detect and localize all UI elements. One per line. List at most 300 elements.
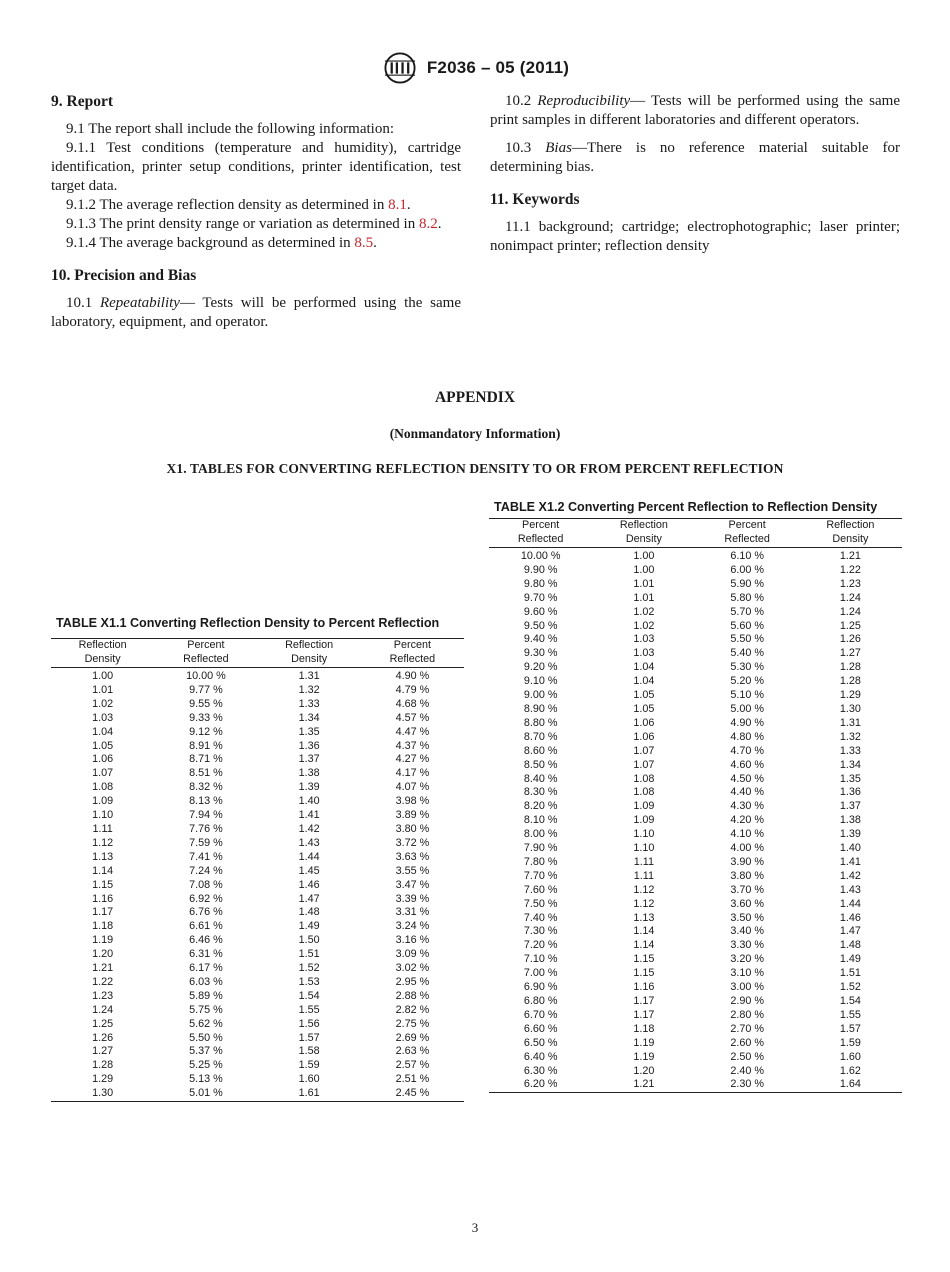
table-row [51,865,464,879]
table-cell: 5.89 % [189,989,223,1002]
table-x1-2-caption: TABLE X1.2 Converting Percent Reflection to Reflection Density [494,500,878,514]
paragraph-11-1: 11.1 background; cartridge; electrophotographic; laser printer; nonimpact printer; reflection density [490,219,900,254]
table-cell: 6.31 % [189,948,223,961]
table-cell: 2.90 % [730,995,764,1007]
table-cell: 1.08 [92,781,114,794]
table-cell: 8.30 % [523,786,558,799]
table-cell: 1.32 [298,683,320,696]
table-cell: 2.82 % [395,1003,430,1016]
table-row [51,795,464,809]
table-row [51,1073,464,1087]
paragraph-9-1: 9.1 The report shall include the following information: [66,121,394,137]
paragraph-10-2: 10.2 Reproducibility— Tests will be performed using the same print samples in different laboratories and different operators. [490,93,901,128]
table-cell: 2.30 % [730,1078,764,1091]
table-row [51,753,464,767]
table-cell: 1.56 [298,1017,320,1030]
table-cell: 8.00 % [523,828,558,841]
table-row [489,592,902,606]
column-header: Reflection Density [258,639,361,668]
table-cell: 1.25 [839,619,861,632]
table-cell: 4.00 % [730,842,764,855]
table-cell: 6.30 % [523,1064,558,1077]
table-row [489,773,902,787]
table-cell: 1.08 [633,772,655,785]
table-row [489,814,902,828]
table-cell: 2.60 % [730,1036,764,1049]
table-x1-1-caption: TABLE X1.1 Converting Reflection Density to Percent Reflection [56,616,440,630]
table-cell: 5.80 % [730,591,764,604]
table-cell: 1.26 [839,633,861,646]
table-cell: 2.95 % [395,975,430,988]
table-cell: 1.40 [839,842,861,855]
table-cell: 9.77 % [189,683,223,696]
table-cell: 5.30 % [730,661,764,674]
table-cell: 1.33 [298,697,320,710]
table-cell: 4.30 % [730,800,764,813]
table-cell: 1.42 [839,869,861,882]
table-row [489,953,902,967]
table-cell: 1.19 [633,1050,655,1063]
table-cell: 1.49 [839,953,861,966]
table-cell: 3.72 % [395,836,430,849]
table-cell: 1.28 [839,675,861,688]
table-cell: 1.10 [633,842,655,855]
paragraph-9-1-2: 9.1.2 The average reflection density as determined in 8.1. [66,197,411,213]
table-cell: 1.38 [298,767,320,780]
table-cell: 7.20 % [523,939,558,952]
table-row [51,976,464,990]
table-cell: 1.59 [298,1059,320,1072]
table-cell: 4.27 % [395,753,430,766]
table-row [51,712,464,726]
document-designation: F2036 – 05 (2011) [426,58,570,77]
table-cell: 7.94 % [189,809,223,822]
table-cell: 8.50 % [523,758,558,771]
table-row [489,1037,902,1051]
table-cell: 4.07 % [395,781,430,794]
table-cell: 7.76 % [189,822,223,835]
table-row [51,1004,464,1018]
table-cell: 1.14 [633,939,655,952]
table-cell: 1.10 [92,809,114,822]
table-cell: 1.04 [633,661,655,674]
table-cell: 1.34 [298,711,320,724]
table-cell: 1.60 [839,1050,861,1063]
table-cell: 3.16 % [395,934,430,947]
table-x1-2 [489,518,902,1093]
table-row [489,912,902,926]
table-cell: 9.50 % [523,619,558,632]
table-cell: 1.54 [298,989,320,1002]
table-cell: 1.27 [839,647,861,660]
table-cell: 1.26 [92,1031,114,1044]
table-cell: 7.59 % [189,836,223,849]
section-heading-keywords: 11. Keywords [490,191,580,208]
table-cell: 9.40 % [523,633,558,646]
table-cell: 1.42 [298,822,320,835]
table-cell: 5.37 % [189,1045,223,1058]
table-cell: 7.90 % [523,842,558,855]
table-cell: 9.30 % [523,647,558,660]
table-cell: 3.60 % [730,897,764,910]
column-header: Percent Reflected [489,519,592,548]
table-cell: 7.50 % [523,897,558,910]
table-cell: 1.24 [839,591,861,604]
table-cell: 4.57 % [395,711,430,724]
table-cell: 2.50 % [730,1050,764,1063]
table-cell: 10.00 % [186,670,226,682]
table-row [489,828,902,842]
table-row [489,856,902,870]
table-cell: 1.00 [633,563,655,576]
table-cell: 1.02 [92,697,114,710]
table-cell: 1.09 [633,814,655,827]
table-cell: 6.40 % [523,1050,558,1063]
table-cell: 3.40 % [730,925,764,938]
table-cell: 1.35 [839,772,861,785]
table-cell: 4.60 % [730,758,764,771]
table-cell: 3.30 % [730,939,764,952]
table-cell: 1.06 [633,730,655,743]
table-cell: 2.57 % [395,1059,430,1072]
table-cell: 1.14 [92,864,114,877]
table-cell: 1.22 [92,975,114,988]
table-cell: 1.29 [92,1073,114,1086]
paragraph-10-3: 10.3 Bias—There is no reference material suitable for determining bias. [490,140,900,175]
table-cell: 5.13 % [189,1073,223,1086]
right-column [490,92,900,256]
section-heading-report: 9. Report [51,93,113,110]
table-cell: 1.43 [298,836,320,849]
table-cell: 1.37 [839,800,861,813]
table-cell: 5.75 % [189,1003,223,1016]
table-row [489,1078,902,1092]
table-cell: 1.13 [633,911,655,924]
table-cell: 1.03 [92,711,114,724]
table-cell: 4.90 % [730,716,764,729]
table-cell: 1.23 [92,989,114,1002]
column-header: Reflection Density [799,519,902,548]
table-cell: 6.61 % [189,920,223,933]
paragraph-9-1-3: 9.1.3 The print density range or variation as determined in 8.2. [66,216,442,232]
table-cell: 1.30 [839,702,861,715]
table-cell: 1.16 [633,981,655,994]
table-cell: 4.90 % [395,670,430,682]
table-cell: 7.00 % [523,967,558,980]
table-cell: 7.10 % [523,953,558,966]
table-row [51,948,464,962]
table-cell: 8.51 % [189,767,223,780]
page-header [0,52,950,84]
table-cell: 1.36 [839,786,861,799]
table-row [489,939,902,953]
table-cell: 1.57 [298,1031,320,1044]
table-cell: 2.63 % [395,1045,430,1058]
table-row [51,1032,464,1046]
table-row [51,1087,464,1101]
table-cell: 6.00 % [730,563,764,576]
table-cell: 1.21 [92,962,114,975]
table-cell: 1.01 [633,577,655,590]
table-cell: 1.34 [839,758,861,771]
table-cell: 9.80 % [523,577,558,590]
table-cell: 1.47 [839,925,861,938]
table-row [51,1059,464,1073]
table-cell: 1.41 [839,855,861,868]
table-cell: 7.30 % [523,925,558,938]
table-row [489,870,902,884]
table-row [51,934,464,948]
table-cell: 2.69 % [395,1031,430,1044]
table-cell: 1.39 [298,781,320,794]
table-cell: 8.60 % [523,744,558,757]
table-cell: 8.40 % [523,772,558,785]
table-cell: 1.19 [633,1036,655,1049]
table-cell: 1.12 [633,883,655,896]
table-cell: 5.50 % [189,1031,223,1044]
table-cell: 1.39 [839,828,861,841]
table-row [51,837,464,851]
table-cell: 1.05 [92,739,114,752]
table-cell: 1.07 [92,767,114,780]
table-cell: 3.47 % [395,878,430,891]
table-cell: 1.18 [633,1022,655,1035]
table-cell: 1.15 [92,878,114,891]
table-cell: 9.55 % [189,697,223,710]
table-cell: 7.24 % [189,864,223,877]
table-cell: 6.03 % [189,975,223,988]
table-cell: 8.32 % [189,781,223,794]
table-row [51,684,464,698]
table-row [51,668,464,684]
table-cell: 5.25 % [189,1059,223,1072]
table-cell: 5.60 % [730,619,764,632]
table-cell: 3.00 % [730,981,764,994]
appendix-subtitle: (Nonmandatory Information) [389,426,561,441]
table-cell: 1.03 [633,633,655,646]
table-row [51,851,464,865]
reference-link[interactable]: 8.5 [354,235,374,251]
table-row [489,995,902,1009]
table-cell: 1.32 [839,730,861,743]
table-cell: 1.54 [839,995,861,1007]
table-cell: 1.15 [633,953,655,966]
paragraph-10-1: 10.1 Repeatability— Tests will be performed using the same laboratory, equipment, and operator. [51,295,461,330]
table-cell: 9.60 % [523,605,558,618]
table-row [489,1051,902,1065]
table-cell: 1.38 [839,814,861,827]
table-cell: 1.37 [298,753,320,766]
reference-link[interactable]: 8.1 [388,197,407,213]
column-header: Percent Reflected [154,639,257,668]
column-header: Reflection Density [592,519,695,548]
table-cell: 2.80 % [730,1008,764,1021]
table-cell: 1.55 [839,1008,861,1021]
table-cell: 1.50 [298,934,320,947]
table-cell: 1.07 [633,744,655,757]
table-cell: 1.52 [839,981,861,994]
table-cell: 1.12 [92,836,114,849]
table-row [489,578,902,592]
table-cell: 1.48 [839,939,861,952]
table-cell: 1.07 [633,758,655,771]
table-row [489,661,902,675]
table-cell: 9.90 % [523,563,558,576]
table-cell: 1.20 [633,1064,655,1077]
table-row [489,1065,902,1079]
table-cell: 7.80 % [523,855,558,868]
table-cell: 1.03 [633,647,655,660]
table-cell: 1.11 [92,822,113,835]
table-cell: 7.41 % [189,850,223,863]
table-cell: 4.70 % [730,744,764,757]
table-row [489,564,902,578]
appendix-title: APPENDIX [434,389,516,406]
table-cell: 1.24 [839,605,861,618]
table-cell: 1.06 [633,716,655,729]
table-cell: 1.47 [298,892,320,905]
table-cell: 3.39 % [395,892,430,905]
table-cell: 7.70 % [523,869,558,882]
page-number: 3 [471,1220,479,1235]
table-cell: 5.50 % [730,633,764,646]
table-cell: 5.01 % [189,1087,223,1100]
table-cell: 8.10 % [523,814,558,827]
table-cell: 1.23 [839,577,861,590]
table-cell: 3.80 % [730,869,764,882]
table-cell: 1.40 [298,795,320,808]
table-cell: 5.70 % [730,605,764,618]
table-cell: 2.75 % [395,1017,430,1030]
table-cell: 1.11 [633,869,654,882]
table-cell: 1.46 [298,878,320,891]
table-row [489,1023,902,1037]
table-cell: 2.45 % [395,1087,430,1100]
reference-link[interactable]: 8.2 [418,216,438,232]
table-cell: 1.44 [839,897,861,910]
table-row [489,800,902,814]
table-row [51,767,464,781]
table-cell: 5.40 % [730,647,764,660]
table-cell: 7.40 % [523,911,558,924]
table-row [51,990,464,1004]
table-cell: 6.76 % [189,906,223,919]
table-cell: 3.10 % [730,967,764,980]
table-cell: 5.20 % [730,675,764,688]
table-cell: 3.55 % [395,864,430,877]
table-cell: 1.10 [633,828,655,841]
table-cell: 3.24 % [395,920,430,933]
table-cell: 6.46 % [189,934,223,947]
column-header: Reflection Density [51,639,154,668]
table-cell: 3.20 % [730,953,764,966]
table-cell: 3.63 % [395,850,430,863]
table-cell: 1.00 [92,670,114,682]
table-cell: 1.17 [633,995,655,1007]
table-cell: 1.01 [633,591,655,604]
table-row [51,1018,464,1032]
table-cell: 3.90 % [730,855,764,868]
table-cell: 1.48 [298,906,320,919]
table-cell: 1.46 [839,911,861,924]
table-cell: 1.06 [92,753,114,766]
table-cell: 4.17 % [395,767,430,780]
table-cell: 9.70 % [523,591,558,604]
table-cell: 4.79 % [395,683,430,696]
table-cell: 8.80 % [523,716,558,729]
table-cell: 1.05 [633,689,655,702]
table-cell: 5.62 % [189,1017,223,1030]
table-cell: 1.49 [298,920,320,933]
paragraph-9-1-1: 9.1.1 Test conditions (temperature and humidity), cartridge identification, printer setup conditions, printer identification, test target data. [51,140,461,194]
table-cell: 1.58 [298,1045,320,1058]
table-cell: 3.02 % [395,962,430,975]
table-cell: 1.31 [839,716,861,729]
column-header: Percent Reflected [361,639,464,668]
table-cell: 8.90 % [523,702,558,715]
table-row [51,893,464,907]
table-cell: 1.60 [298,1073,320,1086]
table-cell: 4.40 % [730,786,764,799]
table-cell: 3.09 % [395,948,430,961]
table-row [51,879,464,893]
table-cell: 3.50 % [730,911,764,924]
table-row [51,920,464,934]
table-cell: 5.00 % [730,702,764,715]
table-cell: 1.14 [633,925,655,938]
table-cell: 1.41 [298,809,320,822]
paragraph-9-1-4: 9.1.4 The average background as determined in 8.5. [66,235,377,251]
table-row [51,809,464,823]
table-cell: 1.13 [92,850,114,863]
table-row [489,981,902,995]
table-cell: 1.28 [92,1059,114,1072]
table-row [489,1009,902,1023]
table-cell: 1.11 [633,855,654,868]
table-cell: 1.53 [298,975,320,988]
table-cell: 3.98 % [395,795,430,808]
table-cell: 4.20 % [730,814,764,827]
table-cell: 9.00 % [523,689,558,702]
table-cell: 1.61 [298,1087,320,1100]
table-cell: 1.21 [633,1078,655,1091]
table-cell: 1.02 [633,619,655,632]
table-cell: 4.80 % [730,730,764,743]
table-cell: 1.00 [633,550,655,562]
table-cell: 8.70 % [523,730,558,743]
table-row [489,703,902,717]
table-cell: 8.71 % [189,753,223,766]
table-row [51,1045,464,1059]
table-cell: 6.80 % [523,995,558,1007]
table-cell: 1.09 [633,800,655,813]
table-row [489,689,902,703]
astm-logo-icon [381,52,419,84]
table-row [51,726,464,740]
table-cell: 1.01 [92,683,114,696]
table-cell: 2.88 % [395,989,430,1002]
table-cell: 1.33 [839,744,861,757]
table-cell: 3.70 % [730,883,764,896]
table-row [489,731,902,745]
table-cell: 1.31 [298,670,320,682]
table-cell: 6.70 % [523,1008,558,1021]
table-cell: 1.02 [633,605,655,618]
table-cell: 1.30 [92,1087,114,1100]
table-cell: 1.15 [633,967,655,980]
table-row [489,620,902,634]
table-cell: 6.60 % [523,1022,558,1035]
